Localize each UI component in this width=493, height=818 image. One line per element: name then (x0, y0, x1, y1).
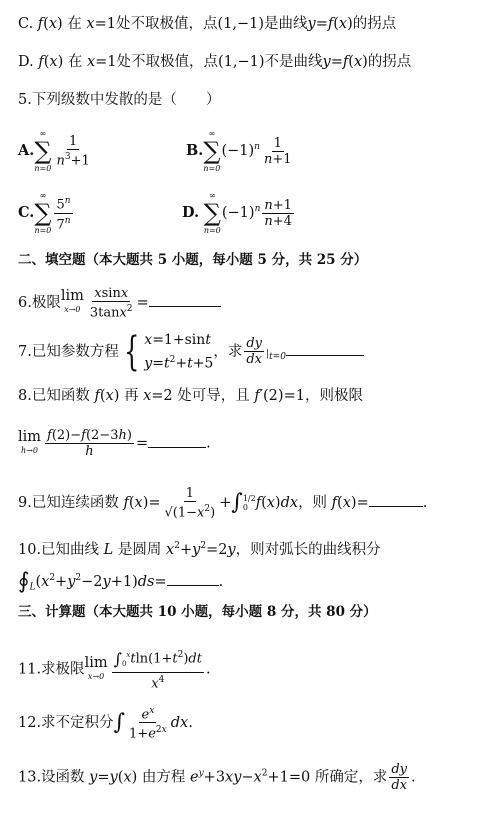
q8-limit: lim h→0 $\frac{f(2)-f(2-3h)}{h}$ = . (18, 428, 211, 459)
section-2-title: 二、填空题（本大题共 5 小题，每小题 5 分，共 25 分） (18, 252, 368, 268)
section-3-title: 三、计算题（本大题共 10 小题，每小题 8 分，共 80 分） (18, 604, 377, 620)
q5-option-b: B. ∞ ∑ n=0 $(-1)^n$ $\frac{1}{n+1}$ (186, 129, 292, 173)
q12: 12.求不定积分∫ $\frac{e^x}{1+e^{2x}}$ dx. (18, 706, 193, 742)
q5-option-c: C. ∞ ∑ n=0 $\frac{5^n}{7^n}$ (18, 191, 71, 235)
q5-option-d: D. ∞ ∑ n=0 $(-1)^n$ $\frac{n+1}{n+4}$ (182, 191, 292, 235)
q10-integral: $∮_L(x^2+y^2-2y+1)ds=$ . (18, 568, 224, 594)
q10: 10.已知曲线 L 是圆周 $x^2+y^2=2y$，则对弧长的曲线积分 (18, 541, 381, 558)
q11: 11.求极限 lim x→0 $\frac{\int_0^xtln(1+t^2)dt}{x^4}$ . (18, 649, 211, 692)
q8: 8.已知函数 f(x) 再 x=2 处可导，且 f′(2)=1，则极限 (18, 388, 363, 404)
option-d: D. f(x) 在 x=1处不取极值，点(1,−1)不是曲线y=f(x)的拐点 (18, 54, 412, 70)
q9: 9.已知连续函数 f(x)= $\frac{1}{√(1-x^2)}$ +∫ 1/2 0 f(x)dx，则 f(x)= . (18, 486, 428, 521)
q6: 6.极限 lim x→0 $\frac{xsinx}{3\tan x^2}$ = (18, 286, 493, 320)
q7: 7.已知参数方程 { x=1+sint $y=t^2+t+5$ ，求 $\frac{dy}{dx}$ $|_{t=0}$ (18, 330, 493, 374)
q5-stem: 5.下列级数中发散的是（ ） (18, 92, 221, 108)
q13: 13.设函数 y=y(x) 由方程 $e^y+3xy-x^2+1=0$ 所确定，求 $\frac{dy}{dx}$ . (18, 762, 416, 793)
option-c: C. f(x) 在 x=1处不取极值，点(1,−1)是曲线y=f(x)的拐点 (18, 16, 397, 32)
q5-option-a: A. ∞ ∑ n=0 $\frac{1}{n^3+1}$ (18, 129, 90, 173)
